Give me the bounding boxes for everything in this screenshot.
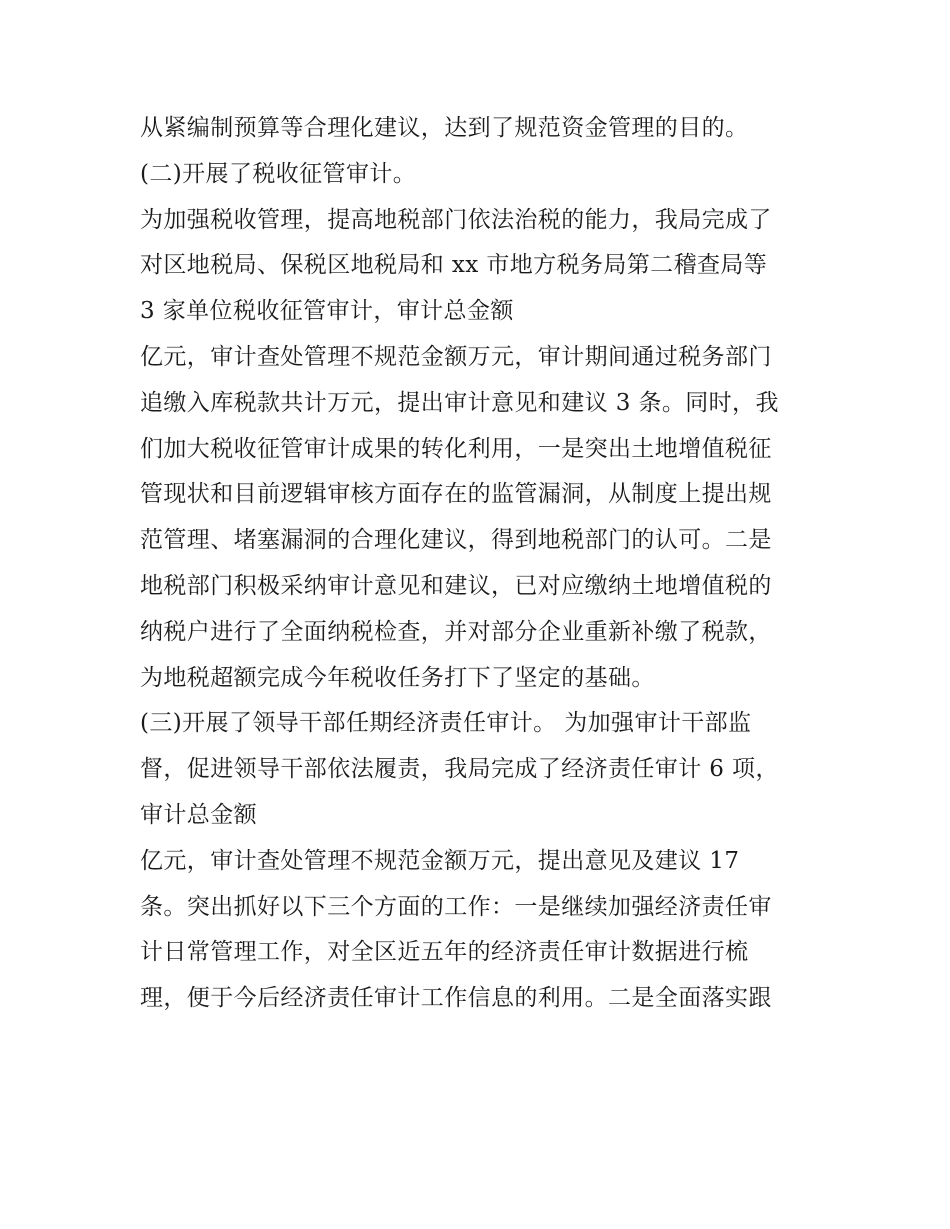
document-body <box>140 106 830 1022</box>
text-line: 们加大税收征管审计成果的转化利用，一是突出土地增值税征 <box>140 435 772 462</box>
text-line: 亿元，审计查处管理不规范金额万元，审计期间通过税务部门 <box>140 343 772 370</box>
text-line: 条。突出抓好以下三个方面的工作：一是继续加强经济责任审 <box>140 893 772 920</box>
text-line: 从紧编制预算等合理化建议，达到了规范资金管理的目的。 <box>140 115 749 141</box>
text-line: 为加强税收管理，提高地税部门依法治税的能力，我局完成了 <box>140 206 772 233</box>
text-line: 对区地税局、保税区地税局和 xx 市地方税务局第二稽查局等 <box>140 252 768 279</box>
text-line: 范管理、堵塞漏洞的合理化建议，得到地税部门的认可。二是 <box>140 527 772 554</box>
text-line: 为地税超额完成今年税收任务打下了坚定的基础。 <box>140 664 655 691</box>
text-line: 追缴入库税款共计万元，提出审计意见和建议 3 条。同时，我 <box>140 389 779 416</box>
text-line: 纳税户进行了全面纳税检查，并对部分企业重新补缴了税款， <box>140 618 772 645</box>
text-line: 理，便于今后经济责任审计工作信息的利用。二是全面落实跟 <box>140 985 772 1012</box>
text-line: 3 家单位税收征管审计，审计总金额 <box>140 298 514 325</box>
text-line: 地税部门积极采纳审计意见和建议，已对应缴纳土地增值税的 <box>140 572 772 599</box>
text-line: 亿元，审计查处管理不规范金额万元，提出意见及建议 17 <box>140 847 740 874</box>
text-line: 管现状和目前逻辑审核方面存在的监管漏洞，从制度上提出规 <box>140 481 772 508</box>
section-heading: (二)开展了税收征管审计。 <box>140 160 417 187</box>
text-line: 计日常管理工作，对全区近五年的经济责任审计数据进行梳 <box>140 939 749 966</box>
text-line: 审计总金额 <box>140 801 257 828</box>
section-heading: (三)开展了领导干部任期经济责任审计。 为加强审计干部监 <box>140 710 752 737</box>
text-line: 督，促进领导干部依法履责，我局完成了经济责任审计 6 项， <box>140 756 779 783</box>
